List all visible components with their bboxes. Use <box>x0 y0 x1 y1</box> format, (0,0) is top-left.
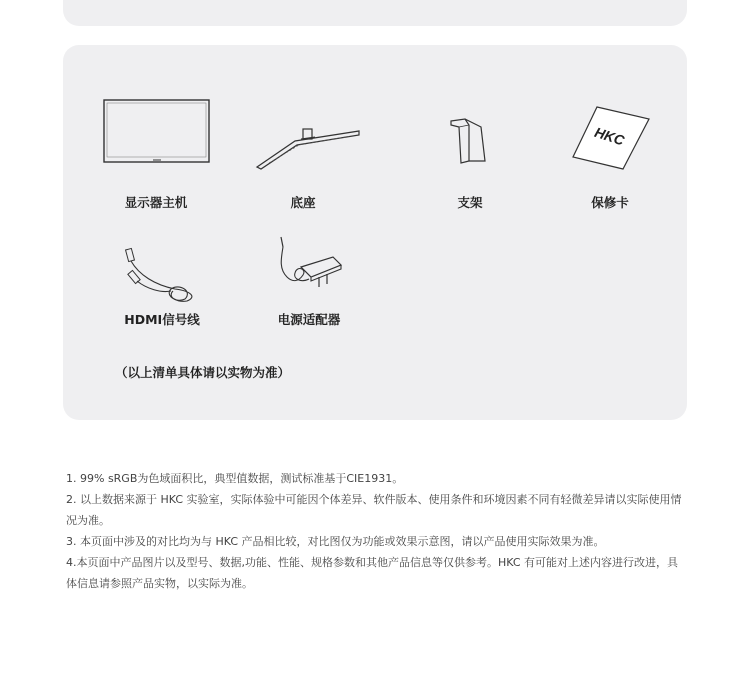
warranty-card-icon <box>571 105 651 171</box>
monitor-icon <box>103 99 211 163</box>
item-label-base: 底座 <box>290 195 316 210</box>
hdmi-cable-icon <box>125 245 201 305</box>
item-label-adapter: 电源适配器 <box>277 312 341 327</box>
footnote: 1. 99% sRGB为色域面积比，典型值数据，测试标准基于CIE1931。 <box>66 472 404 485</box>
package-contents-card <box>63 45 687 420</box>
item-label-warranty: 保修卡 <box>591 195 629 210</box>
stand-arm-icon <box>447 117 491 167</box>
footnote: 4.本页面中产品图片以及型号、数据,功能、性能、规格参数和其他产品信息等仅供参考。HKC 有可能对上述内容进行改进，具体信息请参照产品实物，以实际为准。 <box>66 556 679 590</box>
contents-note: （以上清单具体请以实物为准） <box>115 365 291 380</box>
svg-text:HKC: HKC <box>592 123 627 149</box>
power-adapter-icon <box>275 235 347 291</box>
item-label-monitor: 显示器主机 <box>124 195 188 210</box>
footnotes <box>66 468 686 594</box>
item-label-arm: 支架 <box>457 195 483 210</box>
stand-base-icon <box>255 127 361 171</box>
previous-section-card <box>63 0 687 26</box>
footnote: 2. 以上数据来源于 HKC 实验室，实际体验中可能因个体差异、软件版本、使用条件和环境因素不同有轻微差异请以实际使用情况为准。 <box>66 493 682 527</box>
item-label-hdmi: HDMI信号线 <box>124 312 200 327</box>
footnote: 3. 本页面中涉及的对比均为与 HKC 产品相比较，对比图仅为功能或效果示意图，请以产品使用实际效果为准。 <box>66 535 605 548</box>
